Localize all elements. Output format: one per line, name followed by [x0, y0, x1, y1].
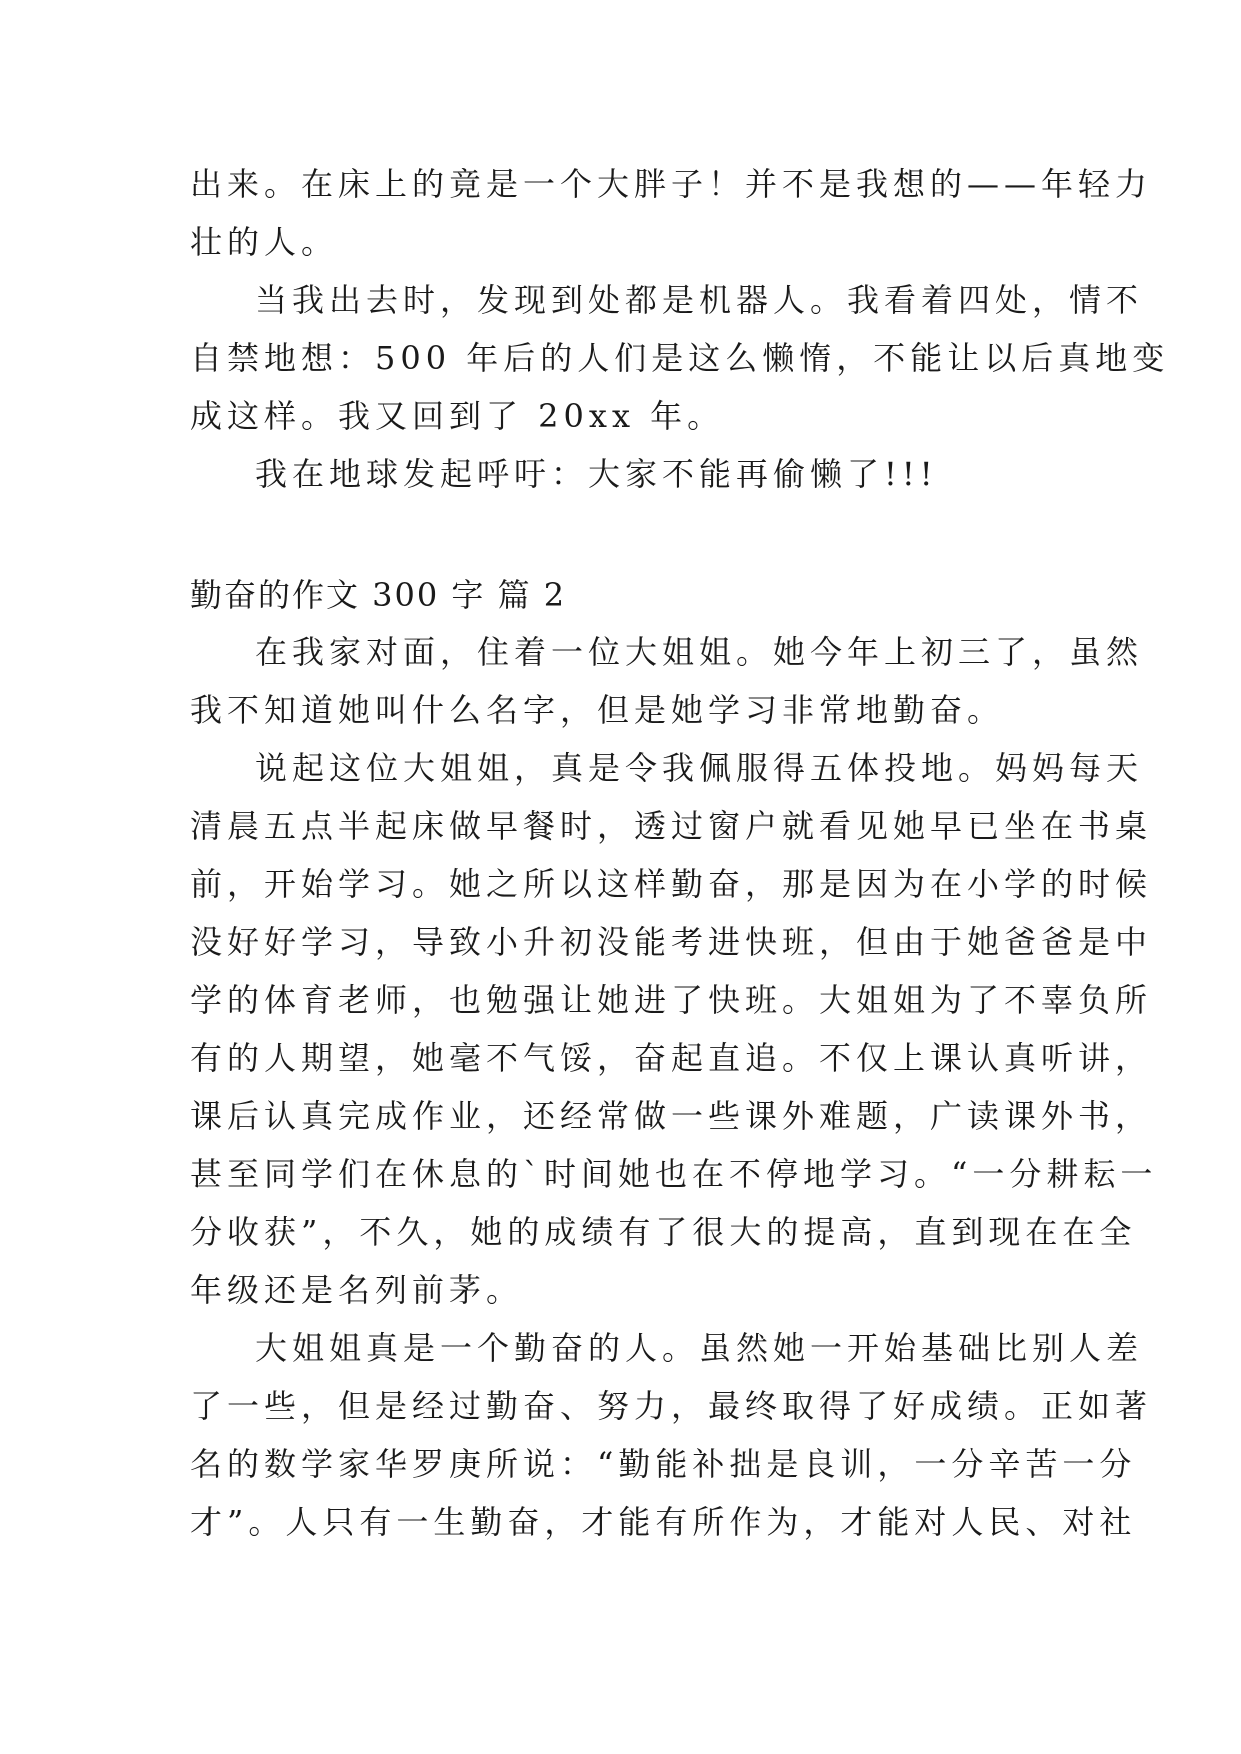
text-line: 壮的人。	[190, 223, 339, 261]
text-line: 没好好学习，导致小升初没能考进快班，但由于她爸爸是中	[190, 923, 1153, 961]
text-line: 年级还是名列前茅。	[190, 1271, 524, 1309]
text-line: 清晨五点半起床做早餐时，透过窗户就看见她早已坐在书桌	[190, 807, 1153, 845]
text-line: 成这样。我又回到了 20xx 年。	[190, 397, 725, 435]
text-line: 课后认真完成作业，还经常做一些课外难题，广读课外书，	[190, 1097, 1153, 1135]
text-line: 我不知道她叫什么名字，但是她学习非常地勤奋。	[190, 691, 1005, 729]
text-line: 甚至同学们在休息的`时间她也在不停地学习。“一分耕耘一	[190, 1155, 1158, 1193]
text-line: 学的体育老师，也勉强让她进了快班。大姐姐为了不辜负所	[190, 981, 1153, 1019]
text-line: 前，开始学习。她之所以这样勤奋，那是因为在小学的时候	[190, 865, 1153, 903]
text-line: 名的数学家华罗庚所说：“勤能补拙是良训，一分辛苦一分	[190, 1445, 1137, 1483]
text-line: 出来。在床上的竟是一个大胖子！并不是我想的——年轻力	[190, 165, 1153, 203]
paragraph-first-line: 说起这位大姐姐，真是令我佩服得五体投地。妈妈每天	[255, 749, 1144, 787]
text-line: 有的人期望，她毫不气馁，奋起直追。不仅上课认真听讲，	[190, 1039, 1153, 1077]
paragraph-first-line: 大姐姐真是一个勤奋的人。虽然她一开始基础比别人差	[255, 1329, 1144, 1367]
paragraph-first-line: 当我出去时，发现到处都是机器人。我看着四处，情不	[255, 281, 1144, 319]
text-line: 才”。人只有一生勤奋，才能有所作为，才能对人民、对社	[190, 1503, 1137, 1541]
section-heading: 勤奋的作文 300 字 篇 2	[190, 576, 567, 614]
text-line: 了一些，但是经过勤奋、努力，最终取得了好成绩。正如著	[190, 1387, 1153, 1425]
text-line: 自禁地想：500 年后的人们是这么懒惰，不能让以后真地变	[190, 339, 1170, 377]
text-line: 分收获”，不久，她的成绩有了很大的提高，直到现在在全	[190, 1213, 1137, 1251]
paragraph-first-line: 我在地球发起呼吁：大家不能再偷懒了!!!	[255, 455, 938, 493]
paragraph-first-line: 在我家对面，住着一位大姐姐。她今年上初三了，虽然	[255, 633, 1144, 671]
